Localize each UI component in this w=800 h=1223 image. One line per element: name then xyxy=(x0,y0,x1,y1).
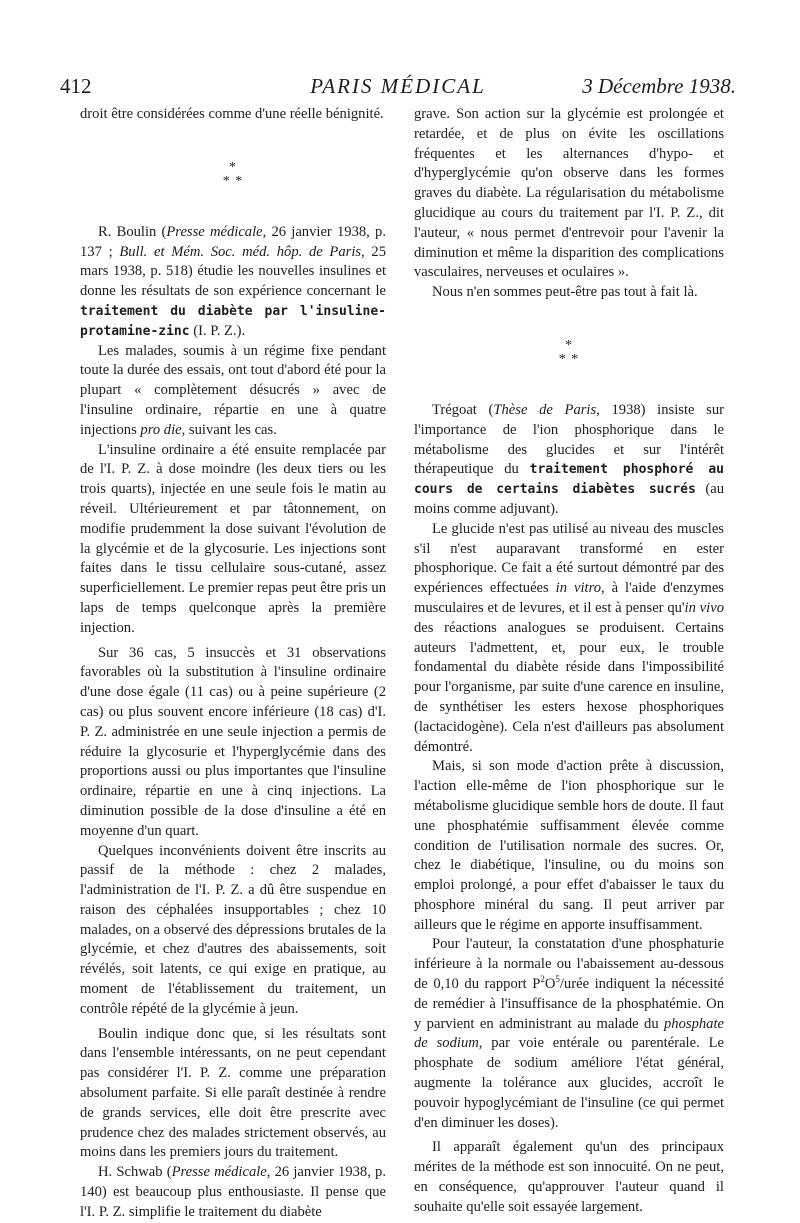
text: 1938) insiste sur l'importance de l'ion phosphorique dans le métabolisme des glucides et sur l'intérêt thérapeutique du xyxy=(414,401,724,478)
text: des réactions analogues se produisent. Certains auteurs l'admettent, et, pour eux, le trouble fondamental du diabète réside dans l'impossibilité pour l'organisme, par suite d'une carence en insuline, de synthétiser les esters hexose phosphoriques (lactacidogène). Cela n'est d'ailleurs pas absolument démontré. xyxy=(414,619,724,755)
left-column xyxy=(80,105,386,1223)
running-header xyxy=(60,74,736,102)
paragraph: Mais, si son mode d'action prête à discussion, l'action elle-même de l'ion phosphorique sur le métabolisme glucidique semble hors de doute. Il faut une phosphatémie suffisamment élevée comme condition de l'utilisation normale des sucres. Or, chez le diabétique, l'insuline, ou du moins son emploi prolongé, a pour effet d'abaisser le taux du phosphore minéral du sang. Il peut arriver par ailleurs que le régime en apporte insuffisamment. xyxy=(414,758,724,933)
latin-term: in vivo xyxy=(684,599,724,616)
superscript: 2 xyxy=(540,974,545,985)
bold-term: traitement du diabète par l'insuline-protamine-zinc xyxy=(80,303,386,339)
latin-term: pro die, xyxy=(140,421,186,438)
asterism: * * * xyxy=(222,159,244,189)
paragraph: droit être considérées comme d'une réelle bénignité. xyxy=(80,106,384,122)
text: Les malades, soumis à un régime fixe pendant toute la durée des essais, ont tout d'abord été pour la plupart « complètement désucrés » avec de l'insuline ordinaire, répartie en une à quatre injections xyxy=(80,342,386,438)
text: 26 janvier 1938, p. 140) est beaucoup plus enthousiaste. Il pense que l'I. P. Z. simplifie le traitement du diabète xyxy=(80,1164,386,1220)
text: H. Schwab ( xyxy=(98,1164,172,1181)
paragraph: Il apparaît également qu'un des principaux mérites de la méthode est son innocuité. On ne peut, en conséquence, qu'approuver l'auteur quand il souhaite qu'elle soit essayée largement. xyxy=(414,1139,724,1215)
citation: Thèse de Paris, xyxy=(493,401,600,418)
text: 25 mars 1938, p. 518) étudie les nouvelles insulines et donne les résultats de son expérience concernant le xyxy=(80,243,386,300)
paragraph xyxy=(80,1163,386,1222)
text: suivant les cas. xyxy=(185,421,277,438)
text: (I. P. Z.). xyxy=(189,322,246,339)
asterism: * * * xyxy=(558,337,580,367)
right-column xyxy=(414,105,724,1218)
text: O xyxy=(544,976,556,993)
text: (au moins comme adjuvant). xyxy=(414,481,724,517)
text: Trégoat ( xyxy=(432,401,494,418)
paragraph: Quelques inconvénients doivent être inscrits au passif de la méthode : chez 2 malades, l'administration de l'I. P. Z. a dû être suspendue en raison des céphalées insupportables ; chez 10 malades, on a observé des dépressions brutales de la glycémie, et chez d'autres des abaissements, soit révélés, soit latents, ce qui exige en pratique, au moment de l'établissement du traitement, un contrôle répété de la glycémie à jeun. xyxy=(80,842,386,1017)
citation: Bull. et Mém. Soc. méd. hôp. de Paris, xyxy=(119,243,365,260)
paragraph: Sur 36 cas, 5 insuccès et 31 observations favorables où la substitution à l'insuline ordinaire d'une dose égale (11 cas) ou à peine supérieure (2 cas) ou plus souvent encore inférieure (18 cas) d'I. P. Z. administrée en une seule injection a permis de réduire la glycosurie et l'hyperglycémie dans des proportions aussi ou plus importantes que l'insuline ordinaire, répartie en une à cinq injections. La diminution possible de la dose d'insuline a été en moyenne d'un quart. xyxy=(80,644,386,839)
citation: Presse médicale, xyxy=(166,223,267,240)
latin-term: in vitro, xyxy=(555,580,605,597)
superscript: 5 xyxy=(555,974,560,985)
page-number: 412 xyxy=(60,74,92,98)
text: 26 janvier 1938, p. 137 ; xyxy=(80,223,386,260)
paragraph xyxy=(80,223,386,342)
text: à l'aide d'enzymes musculaires et de levures, et il est à penser qu' xyxy=(414,580,724,616)
paragraph xyxy=(414,520,724,758)
text: Pour l'auteur, la constatation d'une phosphaturie inférieure à la normale ou l'abaissement au-dessous de 0,10 du rapport P xyxy=(414,936,724,993)
text: /urée indiquent la nécessité de remédier à l'insuffisance de la phosphatémie. On y parvient en administrant au malade du xyxy=(414,976,724,1032)
paragraph xyxy=(414,935,724,1133)
bold-term: traitement phosphoré au cours de certains diabètes sucrés xyxy=(414,462,725,498)
section-separator xyxy=(414,303,724,401)
text: par voie entérale ou parentérale. Le phosphate de sodium améliore l'état général, augmente la tolérance aux glucides, accroît le pouvoir hypoglycémiant de l'insuline (ce qui permet d'en diminuer les doses). xyxy=(414,1035,724,1131)
citation: Presse médicale, xyxy=(171,1164,271,1181)
paragraph: Nous n'en sommes peut-être pas tout à fait là. xyxy=(432,284,698,301)
paragraph: Boulin indique donc que, si les résultats sont dans l'ensemble intéressants, on ne peut cependant pas considérer l'I. P. Z. comme une préparation absolument parfaite. Si elle paraît destinée à rendre de grands services, elle doit être prescrite avec prudence chez des malades strictement observés, au moins dans les premiers jours du traitement. xyxy=(80,1025,386,1161)
text: Le glucide n'est pas utilisé au niveau des muscles s'il n'est auparavant transformé en ester phosphorique. Ce fait a été surtout démontré par des expériences effectuées xyxy=(414,520,724,597)
section-separator xyxy=(80,125,386,223)
compound-name: phosphate de sodium, xyxy=(414,1015,724,1052)
paragraph: grave. Son action sur la glycémie est prolongée et retardée, et de plus on évite les oscillations fréquentes et les alternances d'hypo- et d'hyperglycémie qu'on observe dans les formes graves du diabète. La régularisation du métabolisme glucidique au cours du traitement par l'I. P. Z., dit l'auteur, « nous permet d'entrevoir pour l'avenir la diminution et même la disparition des complications vasculaires, nerveuses et oculaires ». xyxy=(414,106,724,281)
journal-title: PARIS MÉDICAL xyxy=(310,74,486,98)
text: R. Boulin ( xyxy=(98,223,167,240)
issue-date: 3 Décembre 1938. xyxy=(582,74,736,98)
paragraph xyxy=(80,342,386,441)
paragraph: L'insuline ordinaire a été ensuite remplacée par de l'I. P. Z. à dose moindre (les deux tiers ou les trois quarts), injectée en une seule fois le matin au réveil. Ultérieurement et par tâtonnement, on modifie prudemment la dose suivant l'évolution de la glycémie et de la glycosurie. Les injections sont faites dans le tissu cellulaire sous-cutané, assez superficiellement. Le premier repas peut être pris un laps de temps quelconque après la première injection. xyxy=(80,441,386,636)
paragraph xyxy=(414,401,724,520)
